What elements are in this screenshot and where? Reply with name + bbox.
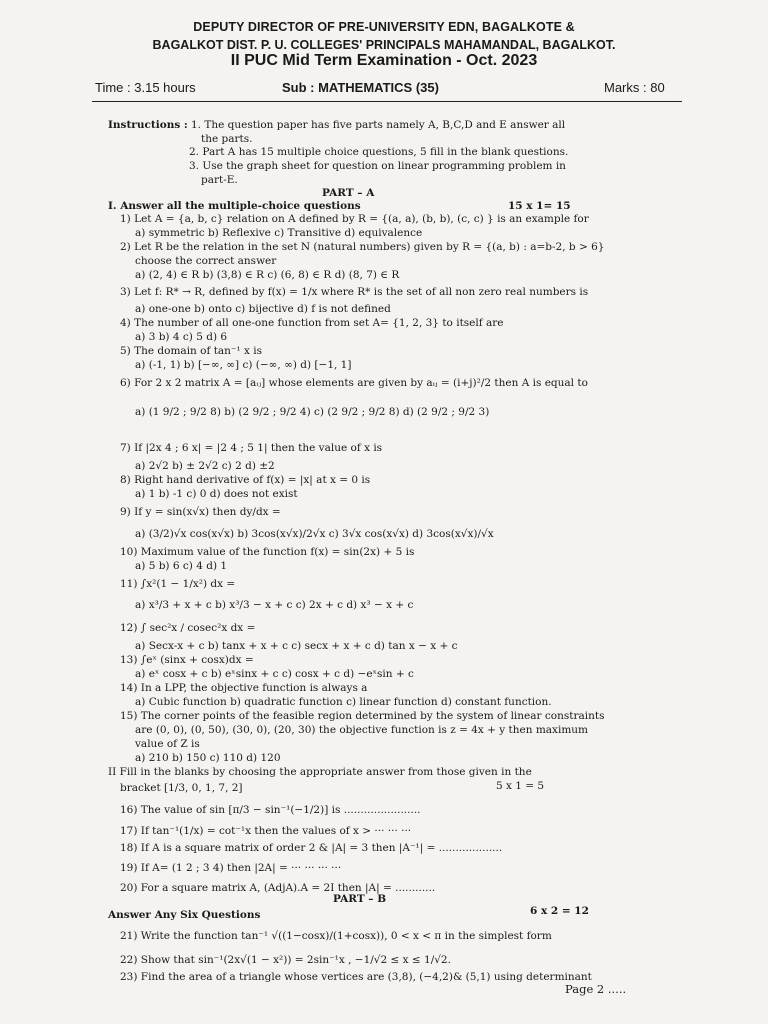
question-options: a) Secx-x + c b) tanx + x + c c) secx + x + c d) tan x − x + c [135,640,458,652]
part-b-title: PART – B [333,893,387,905]
question-options: a) (2, 4) ∈ R b) (3,8) ∈ R c) (6, 8) ∈ R d) (8, 7) ∈ R [135,269,400,281]
fill-blank-question: 19) If A= (1 2 ; 3 4) then |2A| = ··· ··· ··· ··· [120,862,342,874]
question-options: a) 3 b) 4 c) 5 d) 6 [135,331,228,343]
question-line: 1) Let A = {a, b, c} relation on A defined by R = {(a, a), (b, b), (c, c) } is an example for [120,213,589,225]
question-options: a) (3/2)√x cos(x√x) b) 3cos(x√x)/2√x c) 3√x cos(x√x) d) 3cos(x√x)/√x [135,528,494,540]
section-1-marks: 15 x 1= 15 [508,200,571,212]
question-line: 6) For 2 x 2 matrix A = [aᵢⱼ] whose elements are given by aᵢⱼ = (i+j)²/2 then A is equal to [120,377,588,389]
part-b-question: 21) Write the function tan⁻¹ √((1−cosx)/(1+cosx)), 0 < x < π in the simplest form [120,930,552,942]
instruction-line: 1. The question paper has five parts namely A, B,C,D and E answer all [191,119,566,131]
question-line: are (0, 0), (0, 50), (30, 0), (20, 30) the objective function is z = 4x + y then maximum [135,724,589,736]
exam-time: Time : 3.15 hours [95,80,196,95]
instruction-line: 3. Use the graph sheet for question on linear programming problem in [189,160,566,172]
fill-blank-question: 17) If tan⁻¹(1/x) = cot⁻¹x then the values of x > ··· ··· ··· [120,825,412,837]
question-options: a) one-one b) onto c) bijective d) f is not defined [135,303,391,315]
question-options: a) 1 b) -1 c) 0 d) does not exist [135,488,298,500]
question-options: a) 2√2 b) ± 2√2 c) 2 d) ±2 [135,460,275,472]
question-line: 2) Let R be the relation in the set N (natural numbers) given by R = {(a, b) : a=b-2, b > 6} [120,241,605,253]
section-1-heading: I. Answer all the multiple-choice questions [108,200,361,212]
header-line-1: DEPUTY DIRECTOR OF PRE-UNIVERSITY EDN, BAGALKOTE & [193,20,575,34]
exam-marks: Marks : 80 [604,80,665,95]
question-options: a) (1 9/2 ; 9/2 8) b) (2 9/2 ; 9/2 4) c) (2 9/2 ; 9/2 8) d) (2 9/2 ; 9/2 3) [135,406,490,418]
question-line: 11) ∫x²(1 − 1/x²) dx = [120,578,236,590]
question-options: a) 210 b) 150 c) 110 d) 120 [135,752,281,764]
instructions-label: Instructions : [108,119,188,131]
question-line: 13) ∫eˣ (sinx + cosx)dx = [120,654,254,666]
question-line: choose the correct answer [135,255,277,267]
question-options: a) 5 b) 6 c) 4 d) 1 [135,560,228,572]
question-options: a) x³/3 + x + c b) x³/3 − x + c c) 2x + c d) x³ − x + c [135,599,414,611]
question-options: a) (-1, 1) b) [−∞, ∞] c) (−∞, ∞) d) [−1, 1] [135,359,352,371]
instruction-line: the parts. [201,133,253,145]
exam-title: II PUC Mid Term Examination - Oct. 2023 [230,52,538,69]
question-line: 10) Maximum value of the function f(x) = sin(2x) + 5 is [120,546,415,558]
question-options: a) symmetric b) Reflexive c) Transitive d) equivalence [135,227,423,239]
question-line: 7) If |2x 4 ; 6 x| = |2 4 ; 5 1| then the value of x is [120,442,383,454]
section-2-marks: 5 x 1 = 5 [496,780,545,792]
part-b-marks: 6 x 2 = 12 [530,905,589,917]
part-b-heading: Answer Any Six Questions [108,909,261,921]
fill-blank-question: 20) For a square matrix A, (AdjA).A = 2I then |A| = ............ [120,882,436,894]
section-2-heading: II Fill in the blanks by choosing the appropriate answer from those given in the [108,766,532,778]
instruction-line: 2. Part A has 15 multiple choice questions, 5 fill in the blank questions. [189,146,569,158]
header-line-2: BAGALKOT DIST. P. U. COLLEGES' PRINCIPALS MAHAMANDAL, BAGALKOT. [152,38,616,52]
question-line: 8) Right hand derivative of f(x) = |x| at x = 0 is [120,474,371,486]
question-options: a) eˣ cosx + c b) eˣsinx + c c) cosx + c d) −eˣsin + c [135,668,414,680]
part-b-question: 22) Show that sin⁻¹(2x√(1 − x²)) = 2sin⁻¹x , −1/√2 ≤ x ≤ 1/√2. [120,954,451,966]
question-line: 4) The number of all one-one function from set A= {1, 2, 3} to itself are [120,317,504,329]
instruction-line: part-E. [201,174,238,186]
fill-blank-question: 16) The value of sin [π/3 − sin⁻¹(−1/2)] is ....................... [120,804,421,816]
part-a-title: PART – A [322,187,375,199]
question-line: 14) In a LPP, the objective function is always a [120,682,368,694]
question-line: value of Z is [135,738,200,750]
question-line: 15) The corner points of the feasible region determined by the system of linear constraints [120,710,605,722]
question-line: 3) Let f: R* → R, defined by f(x) = 1/x where R* is the set of all non zero real numbers is [120,286,589,298]
header-divider [92,101,682,102]
part-b-question: 23) Find the area of a triangle whose vertices are (3,8), (−4,2)& (5,1) using determinant [120,971,592,983]
question-line: 9) If y = sin(x√x) then dy/dx = [120,506,281,518]
question-options: a) Cubic function b) quadratic function c) linear function d) constant function. [135,696,552,708]
fill-blank-question: 18) If A is a square matrix of order 2 & |A| = 3 then |A⁻¹| = ................... [120,842,503,854]
question-line: 5) The domain of tan⁻¹ x is [120,345,263,357]
exam-subject: Sub : MATHEMATICS (35) [282,80,439,95]
next-page-marker: Page 2 ..... [565,982,627,996]
section-2-bracket: bracket [1/3, 0, 1, 7, 2] [120,782,243,794]
question-line: 12) ∫ sec²x / cosec²x dx = [120,622,256,634]
